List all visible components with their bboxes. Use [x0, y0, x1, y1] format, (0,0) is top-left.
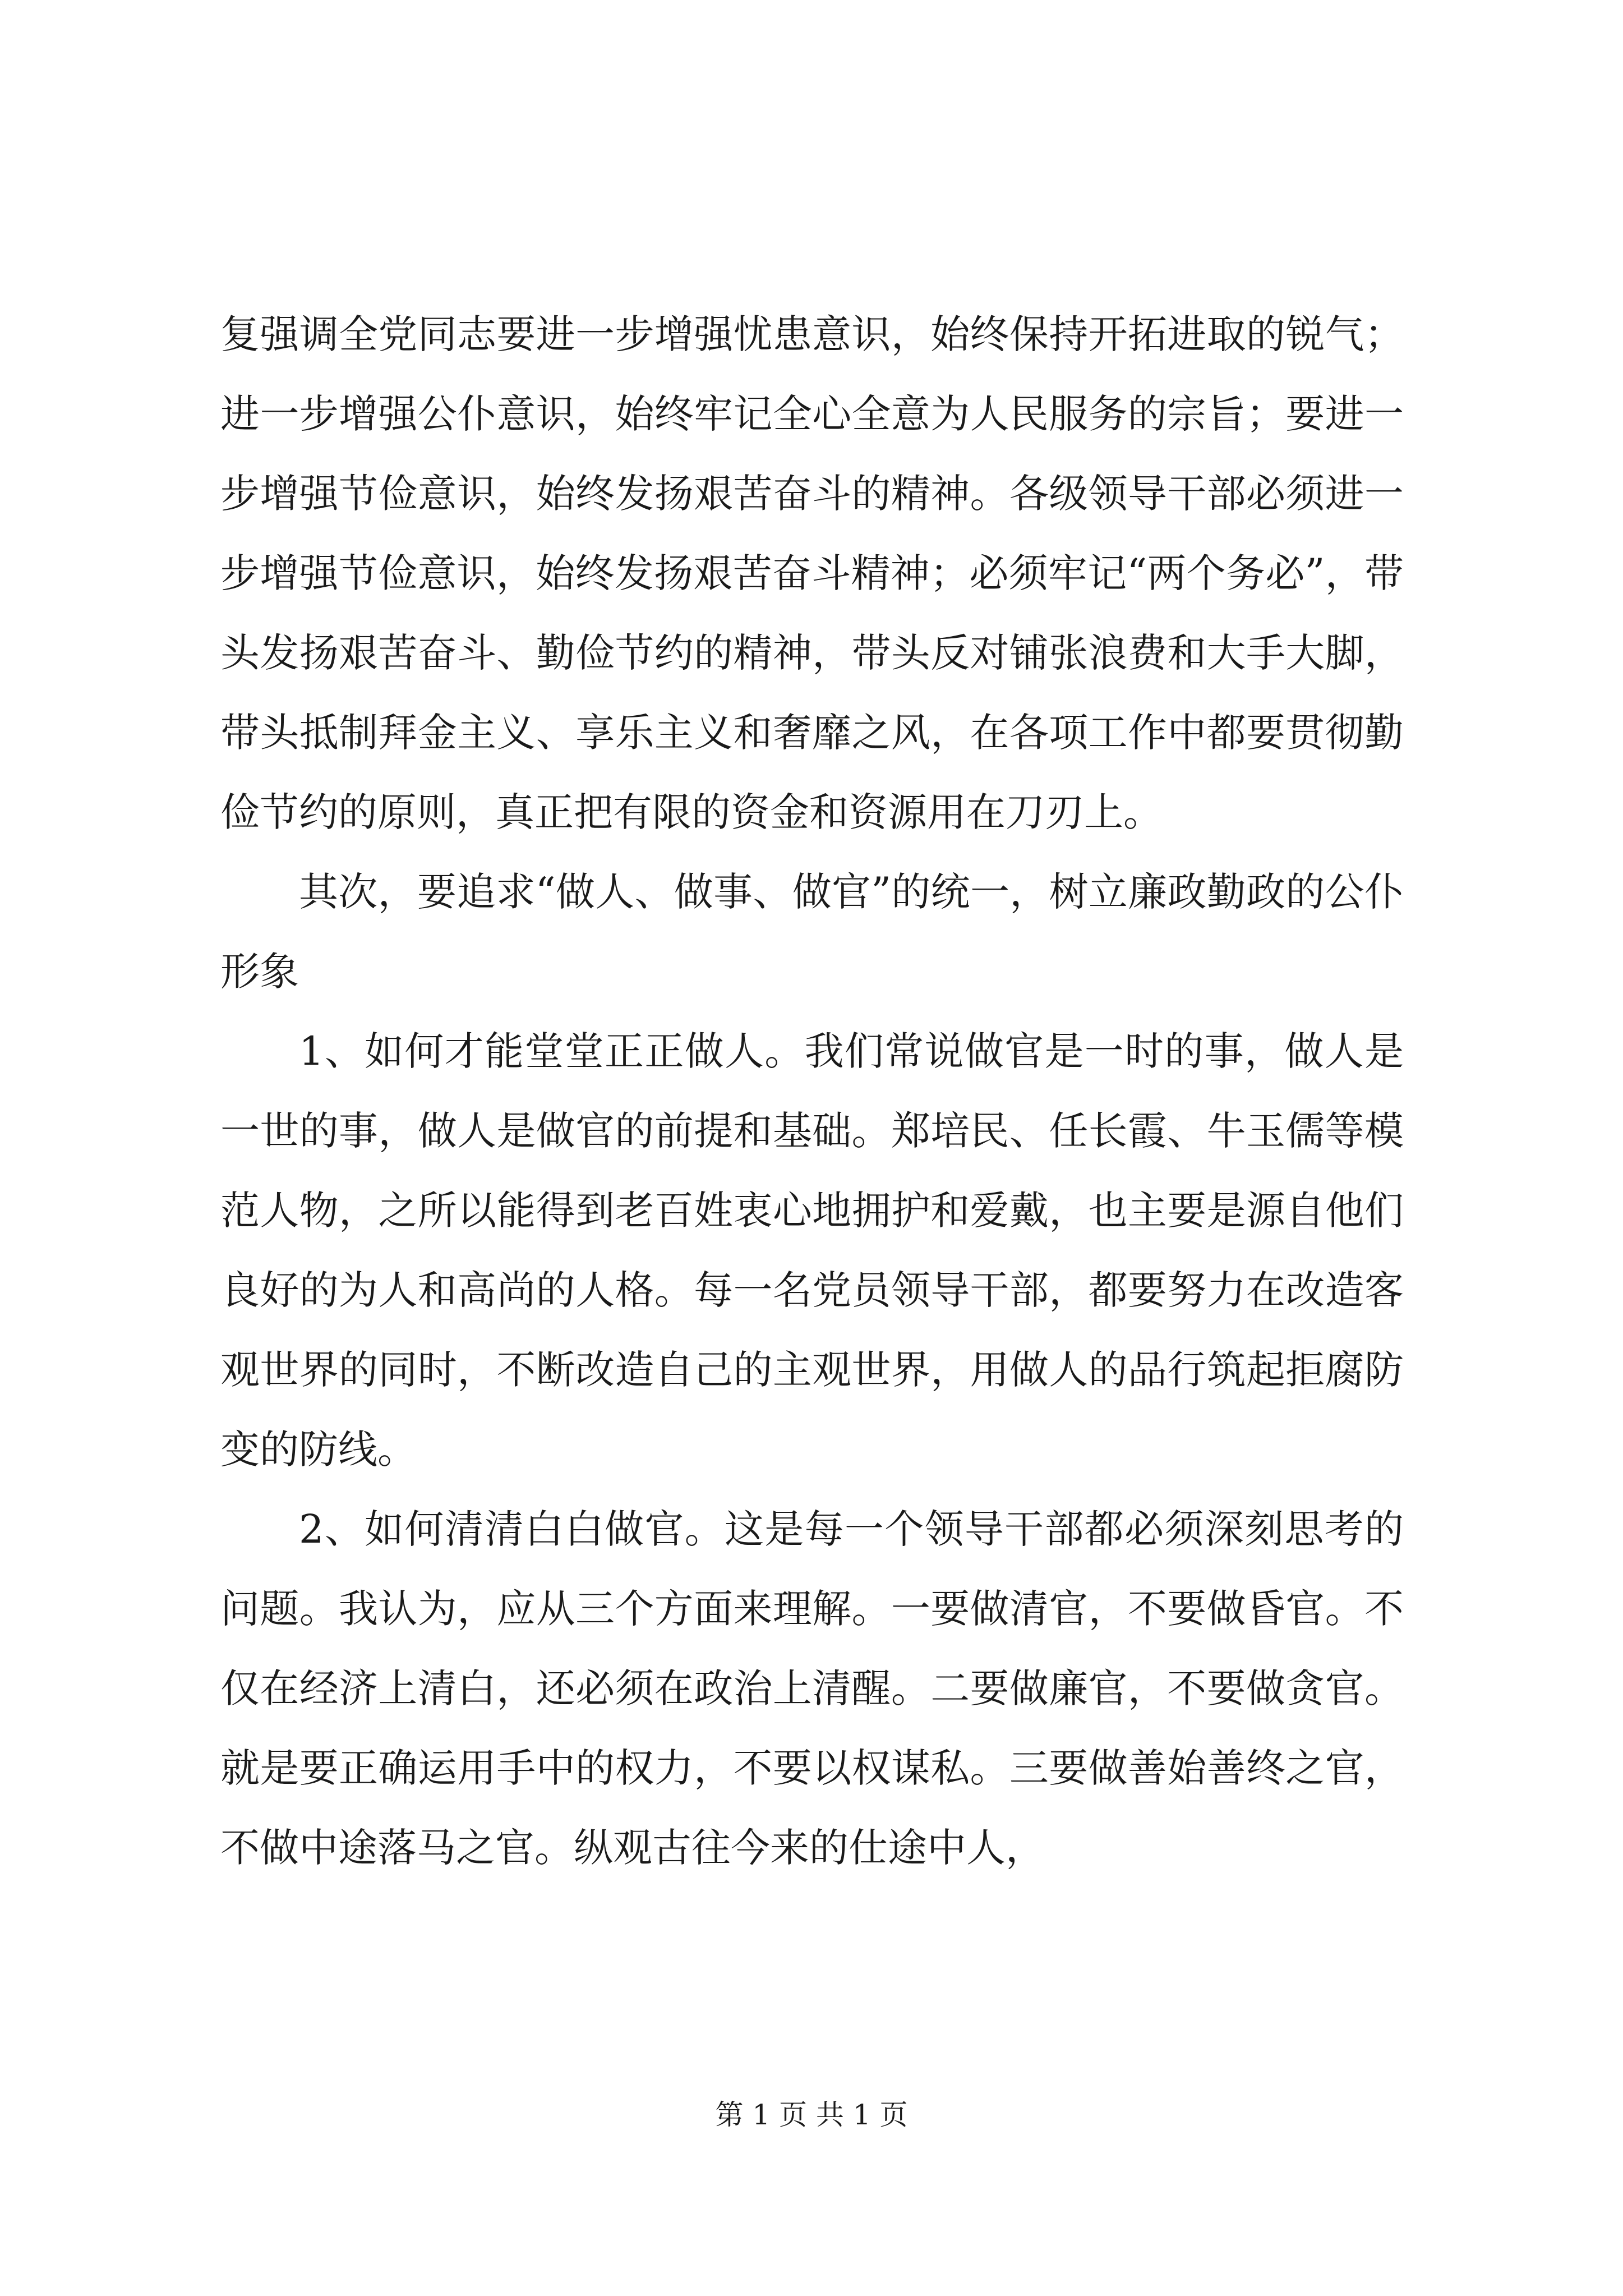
page-footer: 第 1 页 共 1 页 — [715, 2099, 908, 2131]
paragraph-point-1: 1、如何才能堂堂正正做人。我们常说做官是一时的事，做人是一世的事，做人是做官的前提和基础。郑培民、任长霞、牛玉儒等模范人物，之所以能得到老百姓衷心地拥护和爱戴，也主要是源自他们良好的为人和高尚的人格。每一名党员领导干部，都要努力在改造客观世界的同时，不断改造自己的主观世界，用做人的品行筑起拒腐防变的防线。 — [220, 1028, 1404, 1473]
paragraph-heading-second: 其次，要追求“做人、做事、做官”的统一，树立廉政勤政的公仆形象 — [220, 869, 1404, 995]
document-body — [220, 295, 1404, 1888]
paragraph-continuation: 复强调全党同志要进一步增强忧患意识，始终保持开拓进取的锐气；进一步增强公仆意识，始终牢记全心全意为人民服务的宗旨；要进一步增强节俭意识，始终发扬艰苦奋斗的精神。各级领导干部必须进一步增强节俭意识，始终发扬艰苦奋斗精神；必须牢记“两个务必”，带头发扬艰苦奋斗、勤俭节约的精神，带头反对铺张浪费和大手大脚，带头抵制拜金主义、享乐主义和奢靡之风，在各项工作中都要贯彻勤俭节约的原则，真正把有限的资金和资源用在刀刃上。 — [220, 311, 1404, 835]
paragraph-point-2: 2、如何清清白白做官。这是每一个领导干部都必须深刻思考的问题。我认为，应从三个方面来理解。一要做清官，不要做昏官。不仅在经济上清白，还必须在政治上清醒。二要做廉官，不要做贪官。就是要正确运用手中的权力，不要以权谋私。三要做善始善终之官，不做中途落马之官。纵观古往今来的仕途中人， — [220, 1506, 1404, 1871]
